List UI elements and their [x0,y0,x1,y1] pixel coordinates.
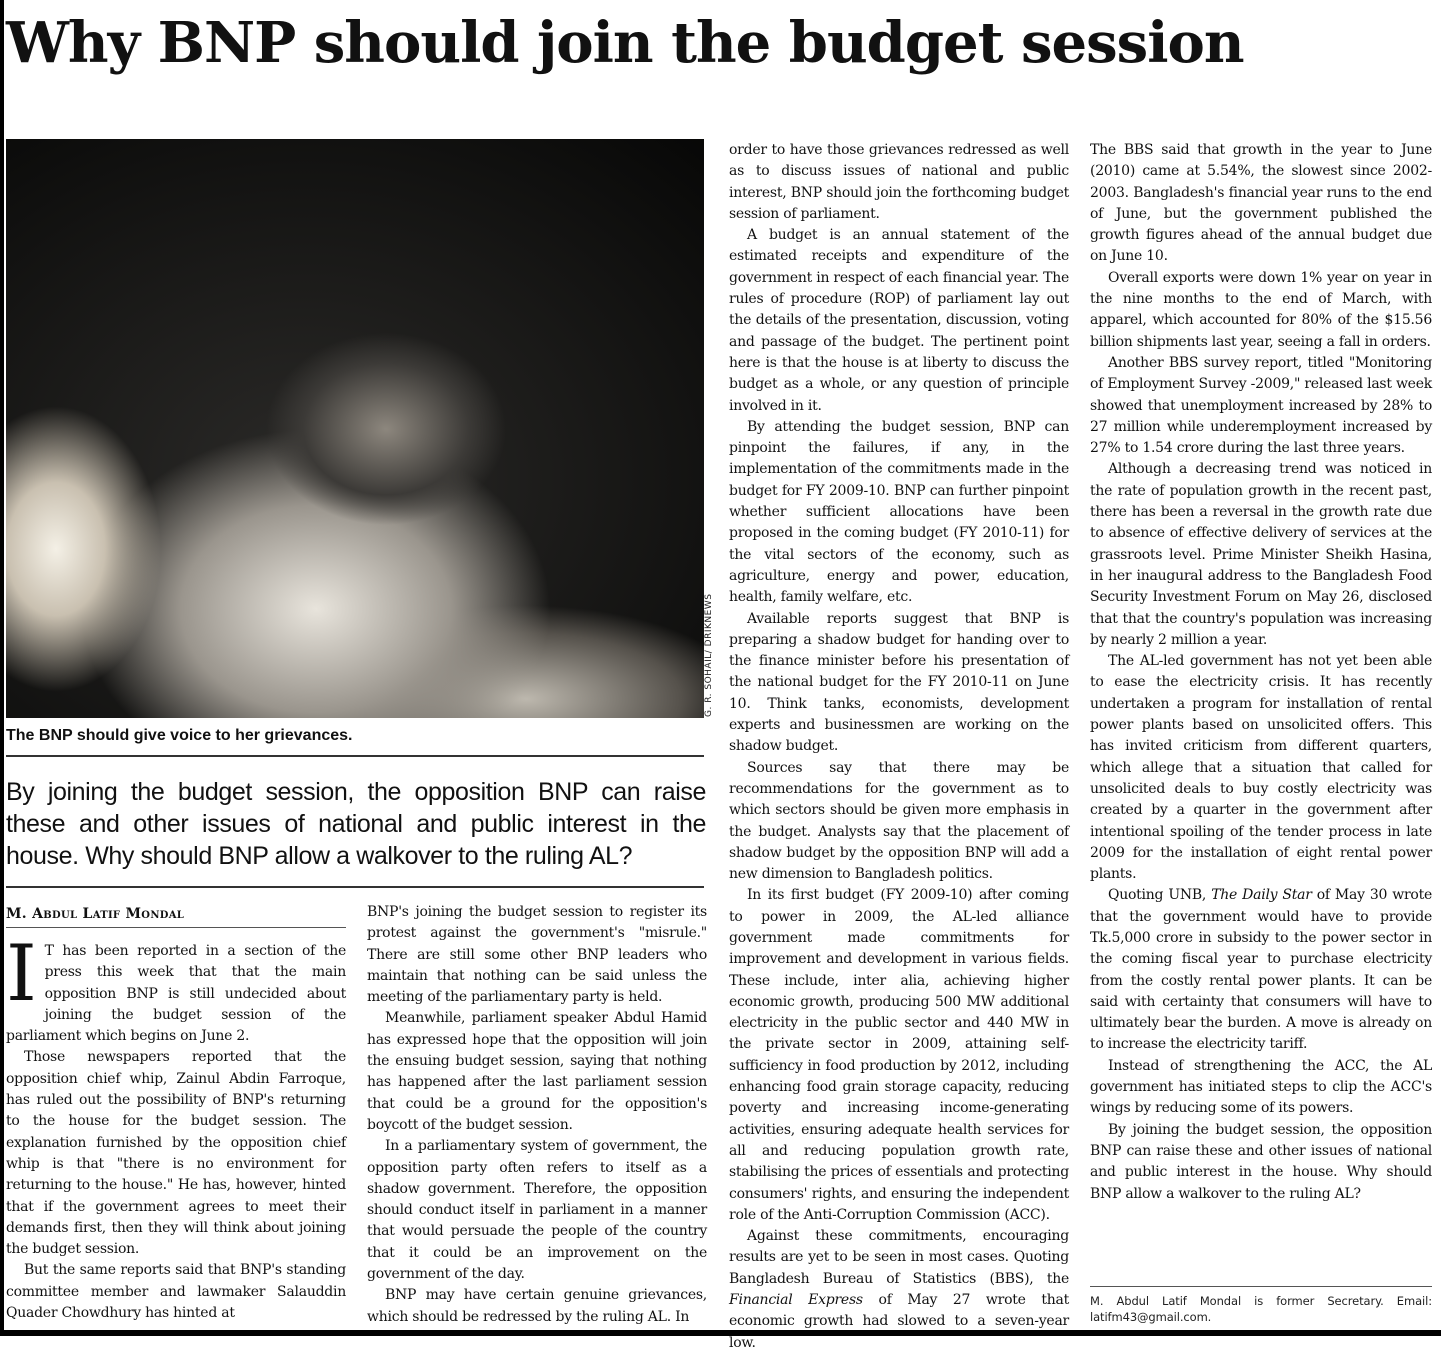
paragraph: BNP may have certain genuine grievances, which should be redressed by the ruling AL. In [367,1287,707,1325]
paragraph: Although a decreasing trend was noticed in the rate of population growth in the recent past, there has been a reversal in the growth rate due to absence of effective delivery of services at the grassroots level. Prime Minister Sheikh Hasina, in her inaugural address to the Bangladesh Food Security Investment Forum on May 26, disclosed that that the country's population was increasing by nearly 2 million a year. [1090,461,1432,648]
photo-caption: The BNP should give voice to her grievances. [6,727,353,744]
paragraph: By attending the budget session, BNP can pinpoint the failures, if any, in the implementation of the commitments made in the budget for FY 2009-10. BNP can further pinpoint whether sufficient allocations have been proposed in the coming budget (FY 2010-11) for the vital sectors of the economy, such as agriculture, energy and power, education, health, family welfare, etc. [729,418,1069,606]
photo-credit: G. R. SOHAIL/ DRIKNEWS [704,593,714,717]
paragraph: A budget is an annual statement of the estimated receipts and expenditure of the government in respect of each financial year. The rules of procedure (ROP) of parliament lay out the details of the presentation, discussion, voting and passage of the budget. The pertinent point here is that the house is at liberty to discuss the budget as a whole, or any question of principle involved in it. [729,227,1069,414]
paragraph: Available reports suggest that BNP is preparing a shadow budget for handing over to the finance minister before his presentation of the national budget for the FY 2010-11 on June 10. Think tanks, economists, development experts and businessmen are working on the shadow budget. [729,610,1069,755]
paragraph: I T has been reported in a section of the press this week that that the main opposition BNP is still undecided about joining the budget session of the parliament which begins on June 2. [6,929,346,1045]
body-column-1 [6,929,346,1328]
paragraph: The AL-led government has not yet been able to ease the electricity crisis. It has recently undertaken a program for installation of rental power plants based on unsolicited offers. This has invited criticism from different quarters, which allege that a situation that called for unsolicited deals to buy costly electricity was created by a quarter in the government after intentional spoiling of the tender process in late 2009 for the installation of eight rental power plants. [1090,653,1432,883]
paragraph: order to have those grievances redressed as well as to discuss issues of national and public interest, BNP should join the forthcoming budget session of parliament. [729,142,1069,222]
author-note: M. Abdul Latif Mondal is former Secretary. Email: latifm43@gmail.com. [1090,1294,1432,1324]
publication-name: Financial Express [729,1292,863,1309]
paragraph: BNP's joining the budget session to register its protest against the government's "misrule." There are still some other BNP leaders who maintain that nothing can be said unless the meeting of the parliamentary party is held. [367,904,707,1006]
bottom-border [0,1330,1441,1336]
article-photo [6,139,704,718]
body-column-3 [729,140,1069,1351]
paragraph: Meanwhile, parliament speaker Abdul Hamid has expressed hope that the opposition will join the ensuing budget session, saying that nothing has happened after the last parliament session that could be a ground for the opposition's boycott of the budget session. [367,1010,707,1133]
paragraph: Against these commitments, encouraging results are yet to be seen in most cases. Quoting Bangladesh Bureau of Statistics (BBS), the Financial Express of May 27 wrote that economic growth had slowed to a seven-year low. [729,1228,1069,1351]
paragraph: But the same reports said that BNP's standing committee member and lawmaker Salauddin Quader Chowdhury has hinted at [6,1262,346,1322]
paragraph: In its first budget (FY 2009-10) after coming to power in 2009, the AL-led alliance government made commitments for improvement and development in various fields. These include, inter alia, achieving higher economic growth, producing 500 MW additional electricity in the public sector and 440 MW in the private sector in 2009, attaining self-sufficiency in food production by 2012, including enhancing food grain storage capacity, reducing poverty and increasing income-generating activities, ensuring adequate health services for all and reducing population growth rate, stabilising the prices of essentials and protecting consumers' rights, and ensuring the independent role of the Anti-Corruption Commission (ACC). [729,887,1069,1223]
paragraph: By joining the budget session, the opposition BNP can raise these and other issues of national and public interest in the house. Why should BNP allow a walkover to the ruling AL? [1090,1121,1432,1202]
author-note-divider [1090,1286,1432,1287]
paragraph: Another BBS survey report, titled "Monitoring of Employment Survey -2009," released last week showed that unemployment increased by 28% to 27 million while underemployment increased by 27% to 1.54 crore during the last three years. [1090,354,1432,457]
body-column-4 [1090,140,1432,1280]
byline-divider [6,927,346,928]
drop-cap: I [6,929,37,1019]
paragraph: The BBS said that growth in the year to June (2010) came at 5.54%, the slowest since 2002-2003. Bangladesh's financial year runs to the end of June, but the government published the growth figures ahead of the annual budget due on June 10. [1090,142,1432,265]
byline: M. Abdul Latif Mondal [6,906,185,922]
paragraph: In a parliamentary system of government, the opposition party often refers to itself as a shadow government. Therefore, the opposition should conduct itself in parliament in a manner that would persuade the people of the country that it could be an improvement on the government of the day. [367,1138,707,1283]
publication-name: The Daily Star [1211,887,1312,904]
body-column-2 [367,902,707,1328]
paragraph: Those newspapers reported that the opposition chief whip, Zainul Abdin Farroque, has ruled out the possibility of BNP's returning to the house for the budget session. The explanation furnished by the opposition chief whip is that "there is no environment for returning to the house." He has, however, hinted that if the government agrees to meet their demands first, then they will think about joining the budget session. [6,1049,346,1258]
headline: Why BNP should join the budget session [6,10,1244,76]
standfirst: By joining the budget session, the opposition BNP can raise these and other issues of national and public interest in the house. Why should BNP allow a walkover to the ruling AL? [6,778,706,870]
left-border [0,0,4,1336]
paragraph: Instead of strengthening the ACC, the AL government has initiated steps to clip the ACC's wings by reducing some of its powers. [1090,1057,1432,1117]
paragraph: Sources say that there may be recommendations for the government as to which sectors should be given more emphasis in the budget. Analysts say that the placement of shadow budget by the opposition BNP will add a new dimension to Bangladesh politics. [729,759,1069,883]
paragraph: Overall exports were down 1% year on year in the nine months to the end of March, with apparel, which accounted for 80% of the $15.56 billion shipments last year, seeing a fall in orders. [1090,269,1432,350]
paragraph: Quoting UNB, The Daily Star of May 30 wrote that the government would have to provide Tk.5,000 crore in subsidy to the power sector in the coming fiscal year to purchase electricity from the costly rental power plants. It can be said with certainty that consumers will have to ultimately bear the burden. A move is already on to increase the electricity tariff. [1090,887,1432,1053]
standfirst-divider [6,886,704,888]
caption-divider [6,755,704,757]
